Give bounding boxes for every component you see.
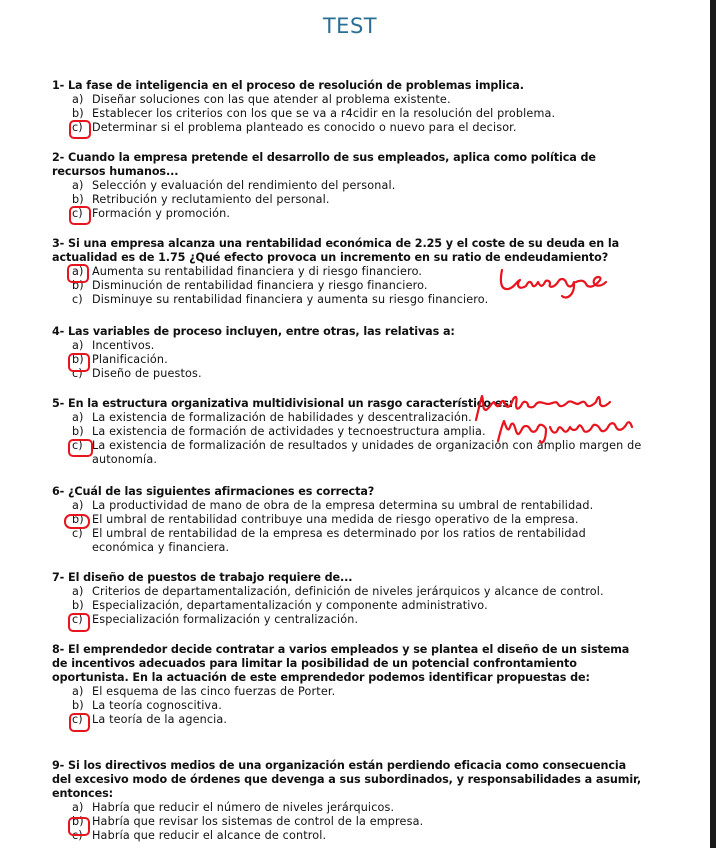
option-c: c) Habría que reducir el alcance de control. — [72, 829, 327, 842]
option-c: c) Diseño de puestos. — [72, 367, 202, 380]
question-text: 1- La fase de inteligencia en el proceso de resolución de problemas implica. — [52, 79, 524, 92]
question-1 — [52, 79, 648, 135]
question-text: 2- Cuando la empresa pretende el desarrollo de sus empleados, aplica como política de recursos humanos... — [52, 151, 596, 178]
option-a: a) La existencia de formalización de habilidades y descentralización. — [72, 411, 472, 424]
option-c: c) Especialización formalización y centralización. — [72, 613, 359, 626]
question-text: 7- El diseño de puestos de trabajo requiere de... — [52, 571, 353, 584]
question-9 — [52, 759, 648, 843]
answer-circle-q9 — [68, 817, 90, 836]
option-c: c) El umbral de rentabilidad de la empresa es determinado por los ratios de rentabilidad económica y financiera. — [72, 527, 586, 554]
answer-circle-q1 — [69, 120, 91, 139]
option-a: a) Incentivos. — [72, 339, 155, 352]
option-a: a) Habría que reducir el número de niveles jerárquicos. — [72, 801, 395, 814]
option-b: b) Habría que revisar los sistemas de control de la empresa. — [72, 815, 424, 828]
answer-circle-q6 — [64, 514, 90, 529]
question-text: 6- ¿Cuál de las siguientes afirmaciones es correcta? — [52, 485, 375, 498]
option-c: c) La existencia de formalización de resultados y unidades de organización con amplio margen de autonomía. — [72, 439, 642, 466]
option-b: b) Retribución y reclutamiento del personal. — [72, 193, 330, 206]
option-c: c) Determinar si el problema planteado es conocido o nuevo para el decisor. — [72, 121, 517, 134]
option-c: c) Disminuye su rentabilidad financiera y aumenta su riesgo financiero. — [72, 293, 489, 306]
handwritten-maquinal — [496, 417, 636, 445]
question-2 — [52, 151, 648, 221]
option-b: b) Disminución de rentabilidad financiera y riesgo financiero. — [72, 279, 428, 292]
page-edge — [710, 0, 716, 848]
answer-circle-q5 — [68, 439, 93, 457]
answer-circle-q8 — [69, 713, 90, 732]
question-text: 5- En la estructura organizativa multidivisional un rasgo característico es: — [52, 397, 514, 410]
question-6 — [52, 485, 648, 555]
option-b: b) El umbral de rentabilidad contribuye una medida de riesgo operativo de la empresa. — [72, 513, 579, 526]
option-b: b) La existencia de formación de actividades y tecnoestructura amplia. — [72, 425, 486, 438]
question-text: 9- Si los directivos medios de una organización están perdiendo eficacia como consecuencia del excesivo modo de órdenes que devenga a sus subordinados, y responsabilidades a asumir, entonces: — [52, 759, 641, 800]
option-b: b) La teoría cognoscitiva. — [72, 699, 222, 712]
question-4 — [52, 325, 648, 381]
question-text: 3- Si una empresa alcanza una rentabilidad económica de 2.25 y el coste de su deuda en la actualidad es de 1.75 ¿Qué efecto provoca un incremento en su ratio de endeudamiento? — [52, 237, 620, 264]
question-text: 4- Las variables de proceso incluyen, entre otras, las relativas a: — [52, 325, 455, 338]
option-b: b) Planificación. — [72, 353, 168, 366]
option-b: b) Especialización, departamentalización y componente administrativo. — [72, 599, 488, 612]
option-c: c) Formación y promoción. — [72, 207, 231, 220]
option-a: a) Aumenta su rentabilidad financiera y di riesgo financiero. — [72, 265, 423, 278]
option-b: b) Establecer los criterios con los que se va a r4cidir en la resolución del problema. — [72, 107, 556, 120]
question-7 — [52, 571, 648, 627]
question-8 — [52, 643, 648, 727]
option-a: a) El esquema de las cinco fuerzas de Porter. — [72, 685, 336, 698]
answer-circle-q3 — [67, 264, 89, 283]
option-a: a) La productividad de mano de obra de la empresa determina su umbral de rentabilidad. — [72, 499, 594, 512]
handwritten-leverage — [496, 266, 610, 302]
option-a: a) Selección y evaluación del rendimiento del personal. — [72, 179, 396, 192]
option-a: a) Criterios de departamentalización, definición de niveles jerárquicos y alcance de control. — [72, 585, 604, 598]
option-c: c) La teoría de la agencia. — [72, 713, 228, 726]
answer-circle-q4 — [68, 353, 90, 372]
question-text: 8- El emprendedor decide contratar a varios empleados y se plantea el diseño de un sistema de incentivos adecuados para limitar la posibilidad de un potencial confrontamiento oportunista. En la actuación de este emprendedor podemos identificar propuestas de: — [52, 643, 630, 684]
answer-circle-q2 — [69, 206, 91, 225]
option-a: a) Diseñar soluciones con las que atender al problema existente. — [72, 93, 451, 106]
answer-circle-q7 — [68, 613, 90, 632]
page-title: TEST — [322, 14, 378, 38]
